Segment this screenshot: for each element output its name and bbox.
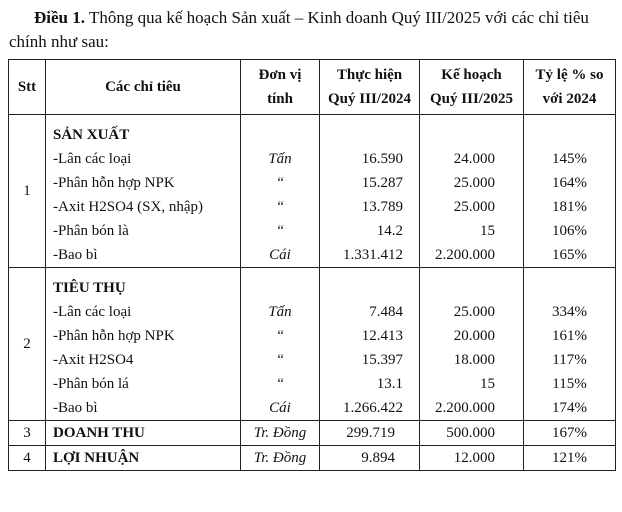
item-name: -Axit H2SO4 [53, 352, 134, 368]
header-plan-line2: Quý III/2025 [430, 91, 513, 107]
header-plan [420, 60, 524, 115]
item-unit: “ [275, 376, 285, 392]
summary-name: LỢI NHUẬN [46, 446, 241, 471]
header-ratio-line1: Tỷ lệ % so [535, 67, 604, 83]
section-row [9, 268, 616, 421]
item-plan: 20.000 [453, 328, 495, 344]
section-units [241, 268, 320, 421]
article-intro [0, 6, 622, 54]
section-actuals [320, 268, 420, 421]
summary-unit: Tr. Đồng [241, 446, 320, 471]
section-row [9, 115, 616, 268]
item-ratio: 334% [552, 304, 587, 320]
item-plan: 25.000 [453, 199, 495, 215]
header-actual-line2: Quý III/2024 [328, 91, 411, 107]
summary-row-profit [9, 446, 616, 471]
section-ratios [524, 115, 616, 268]
summary-actual: 9.894 [320, 446, 420, 471]
item-unit: “ [275, 352, 285, 368]
item-ratio: 165% [552, 247, 587, 263]
item-unit: Cái [269, 247, 291, 263]
item-name: -Phân hỗn hợp NPK [53, 175, 175, 191]
item-actual: 13.1 [376, 376, 403, 392]
item-name: -Phân bón là [53, 223, 129, 239]
header-unit-line1: Đơn vị [258, 67, 302, 83]
summary-ratio: 167% [524, 421, 616, 446]
header-indicator: Các chỉ tiêu [46, 60, 241, 115]
header-unit-line2: tính [267, 91, 293, 107]
summary-stt: 4 [9, 446, 46, 471]
header-stt: Stt [9, 60, 46, 115]
header-ratio [524, 60, 616, 115]
item-name: -Bao bì [53, 400, 98, 416]
item-ratio: 115% [552, 376, 587, 392]
summary-ratio: 121% [524, 446, 616, 471]
item-actual: 15.397 [361, 352, 403, 368]
header-actual-line1: Thực hiện [336, 67, 403, 83]
item-ratio: 164% [552, 175, 587, 191]
summary-plan: 12.000 [420, 446, 524, 471]
header-unit [241, 60, 320, 115]
item-plan: 15 [480, 223, 495, 239]
intro-line-2: chính như sau: [9, 32, 109, 51]
item-plan: 24.000 [453, 151, 495, 167]
item-ratio: 106% [552, 223, 587, 239]
item-actual: 13.789 [361, 199, 403, 215]
item-name: -Axit H2SO4 (SX, nhập) [53, 199, 203, 215]
item-actual: 14.2 [376, 223, 403, 239]
item-name: -Lân các loại [53, 304, 132, 320]
item-actual: 7.484 [369, 304, 403, 320]
section-plans [420, 115, 524, 268]
header-row [9, 60, 616, 115]
header-plan-line1: Kế hoạch [441, 67, 502, 83]
header-actual [320, 60, 420, 115]
article-label: Điều 1. [34, 8, 85, 27]
item-plan: 25.000 [453, 175, 495, 191]
summary-actual: 299.719 [320, 421, 420, 446]
item-ratio: 161% [552, 328, 587, 344]
section-actuals [320, 115, 420, 268]
item-plan: 18.000 [453, 352, 495, 368]
summary-stt: 3 [9, 421, 46, 446]
item-unit: Tấn [268, 151, 292, 167]
item-plan: 15 [480, 376, 495, 392]
section-stt: 1 [9, 115, 46, 268]
section-title: TIÊU THỤ [53, 280, 126, 296]
item-ratio: 174% [552, 400, 587, 416]
section-title: SẢN XUẤT [53, 127, 130, 143]
section-names [46, 268, 241, 421]
item-unit: “ [275, 223, 285, 239]
section-stt: 2 [9, 268, 46, 421]
summary-row-revenue [9, 421, 616, 446]
item-name: -Lân các loại [53, 151, 132, 167]
item-name: -Phân bón lá [53, 376, 129, 392]
summary-unit: Tr. Đồng [241, 421, 320, 446]
section-plans [420, 268, 524, 421]
section-units [241, 115, 320, 268]
item-plan: 2.200.000 [435, 400, 495, 416]
item-unit: “ [275, 199, 285, 215]
summary-name: DOANH THU [46, 421, 241, 446]
item-unit: “ [275, 175, 285, 191]
item-name: -Phân hỗn hợp NPK [53, 328, 175, 344]
item-ratio: 117% [552, 352, 587, 368]
item-ratio: 145% [552, 151, 587, 167]
item-actual: 16.590 [361, 151, 403, 167]
item-plan: 2.200.000 [435, 247, 495, 263]
intro-line-1 [0, 6, 622, 30]
plan-table [8, 59, 616, 471]
item-actual: 12.413 [361, 328, 403, 344]
summary-plan: 500.000 [420, 421, 524, 446]
item-actual: 1.266.422 [343, 400, 403, 416]
item-plan: 25.000 [453, 304, 495, 320]
section-names [46, 115, 241, 268]
item-ratio: 181% [552, 199, 587, 215]
item-unit: “ [275, 328, 285, 344]
section-ratios [524, 268, 616, 421]
item-actual: 15.287 [361, 175, 403, 191]
item-name: -Bao bì [53, 247, 98, 263]
item-unit: Tấn [268, 304, 292, 320]
item-unit: Cái [269, 400, 291, 416]
intro-text-1: Thông qua kế hoạch Sản xuất – Kinh doanh Quý III/2025 với các chỉ tiêu [85, 8, 589, 27]
item-actual: 1.331.412 [343, 247, 403, 263]
header-ratio-line2: với 2024 [542, 91, 597, 107]
